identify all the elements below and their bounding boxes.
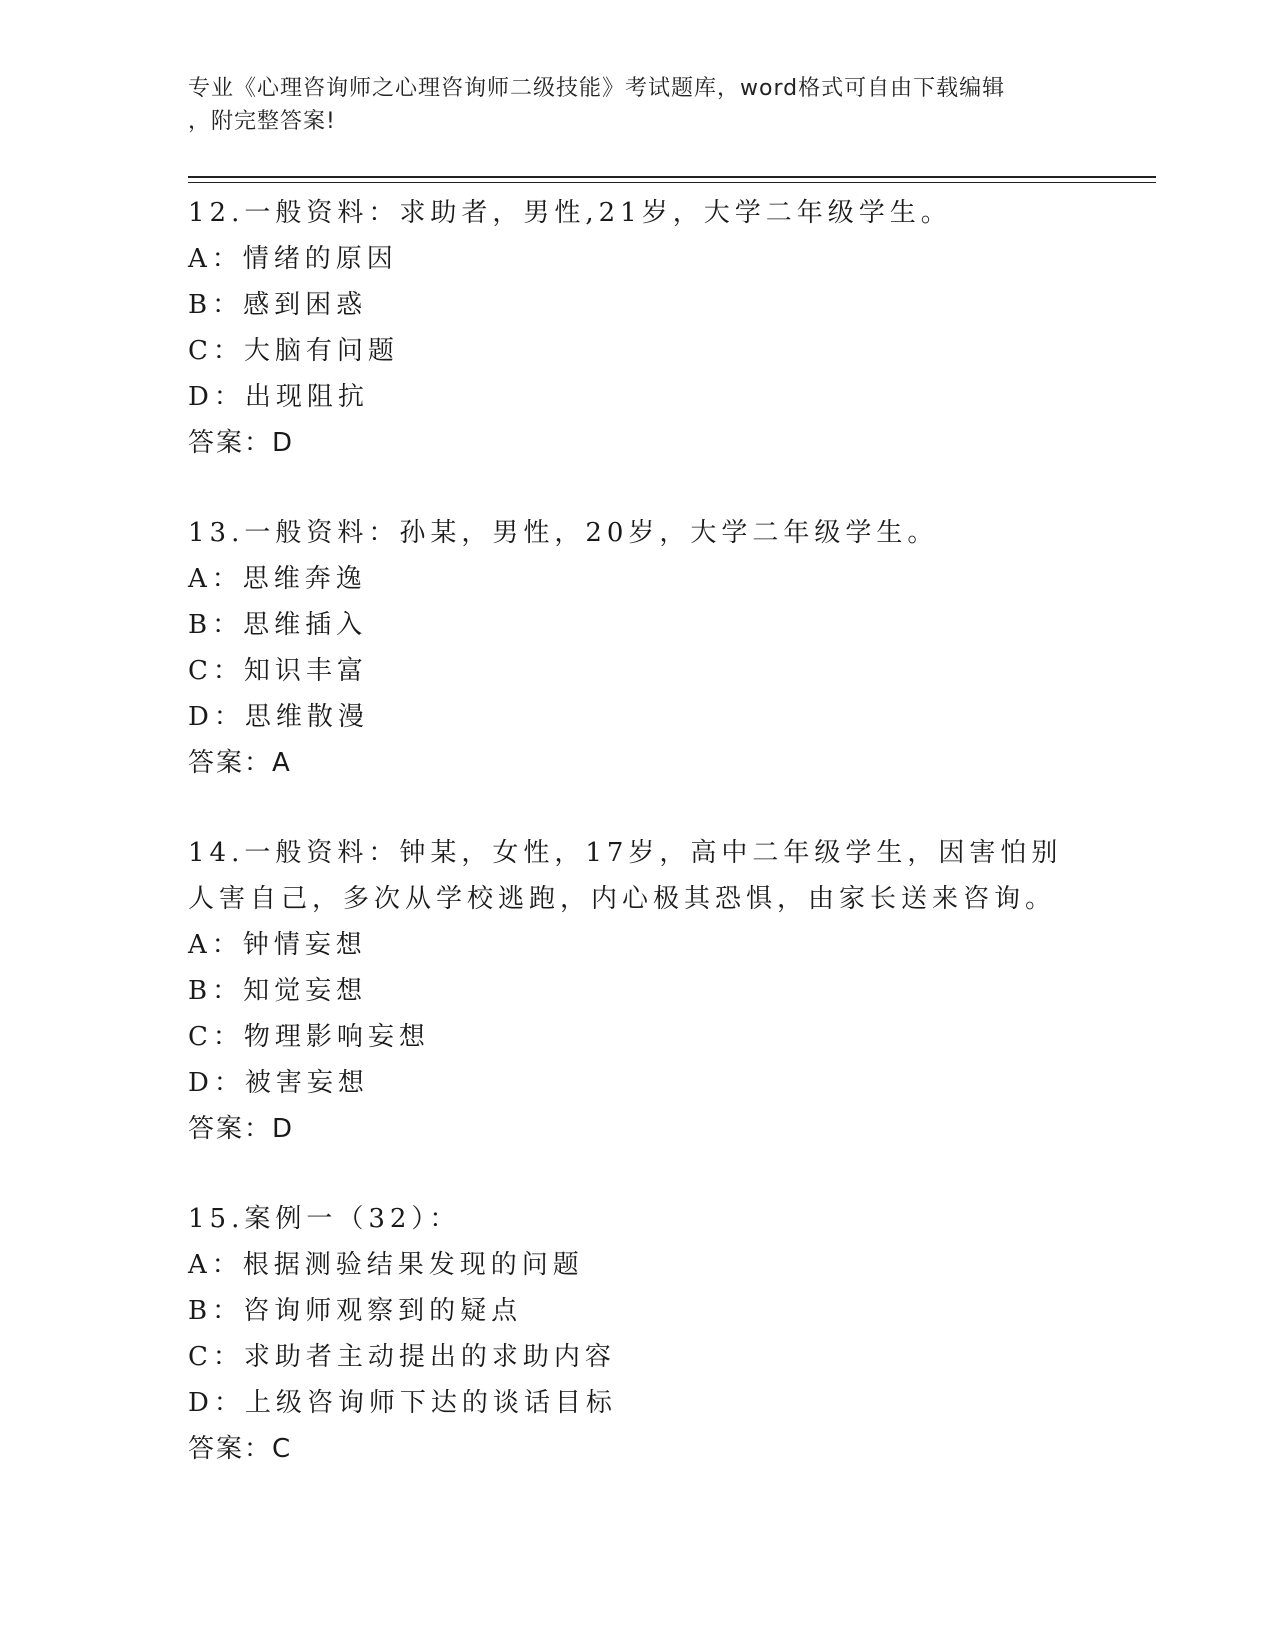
header-line-1: 专业《心理咨询师之心理咨询师二级技能》考试题库，word格式可自由下载编辑	[188, 76, 1006, 101]
question-stem: 15.案例一（32）：	[188, 1204, 461, 1234]
option-d: D：思维散漫	[188, 702, 369, 732]
answer-line: 答案：D	[188, 428, 295, 458]
option-b: B：思维插入	[188, 610, 368, 640]
question-stem: 12.一般资料：求助者，男性,21岁，大学二年级学生。	[188, 198, 952, 228]
answer-line: 答案：C	[188, 1434, 293, 1464]
header-divider-thin	[188, 182, 1156, 183]
question-13	[188, 510, 1088, 786]
answer-line: 答案：A	[188, 748, 292, 778]
option-a: A：思维奔逸	[188, 564, 367, 594]
option-b: B：感到困惑	[188, 290, 368, 320]
option-a: A：情绪的原因	[188, 244, 398, 274]
header-line-2: ，附完整答案!	[188, 109, 336, 134]
option-b: B：知觉妄想	[188, 976, 368, 1006]
question-stem: 13.一般资料：孙某，男性，20岁，大学二年级学生。	[188, 518, 939, 548]
question-14	[188, 830, 1088, 1152]
answer-line: 答案：D	[188, 1114, 295, 1144]
question-stem: 14.一般资料：钟某，女性，17岁，高中二年级学生，因害怕别人害自己，多次从学校逃跑，内心极其恐惧，由家长送来咨询。	[188, 838, 1063, 914]
question-list	[188, 190, 1088, 1516]
question-12	[188, 190, 1088, 466]
question-15	[188, 1196, 1088, 1472]
option-c: C：大脑有问题	[188, 336, 399, 366]
header-divider-thick	[188, 176, 1156, 178]
option-c: C：知识丰富	[188, 656, 368, 686]
option-a: A：根据测验结果发现的问题	[188, 1250, 584, 1280]
option-a: A：钟情妄想	[188, 930, 367, 960]
option-d: D：上级咨询师下达的谈话目标	[188, 1388, 617, 1418]
document-header	[188, 72, 1088, 138]
option-c: C：物理影响妄想	[188, 1022, 430, 1052]
option-d: D：被害妄想	[188, 1068, 369, 1098]
option-d: D：出现阻抗	[188, 382, 369, 412]
option-c: C：求助者主动提出的求助内容	[188, 1342, 616, 1372]
option-b: B：咨询师观察到的疑点	[188, 1296, 523, 1326]
